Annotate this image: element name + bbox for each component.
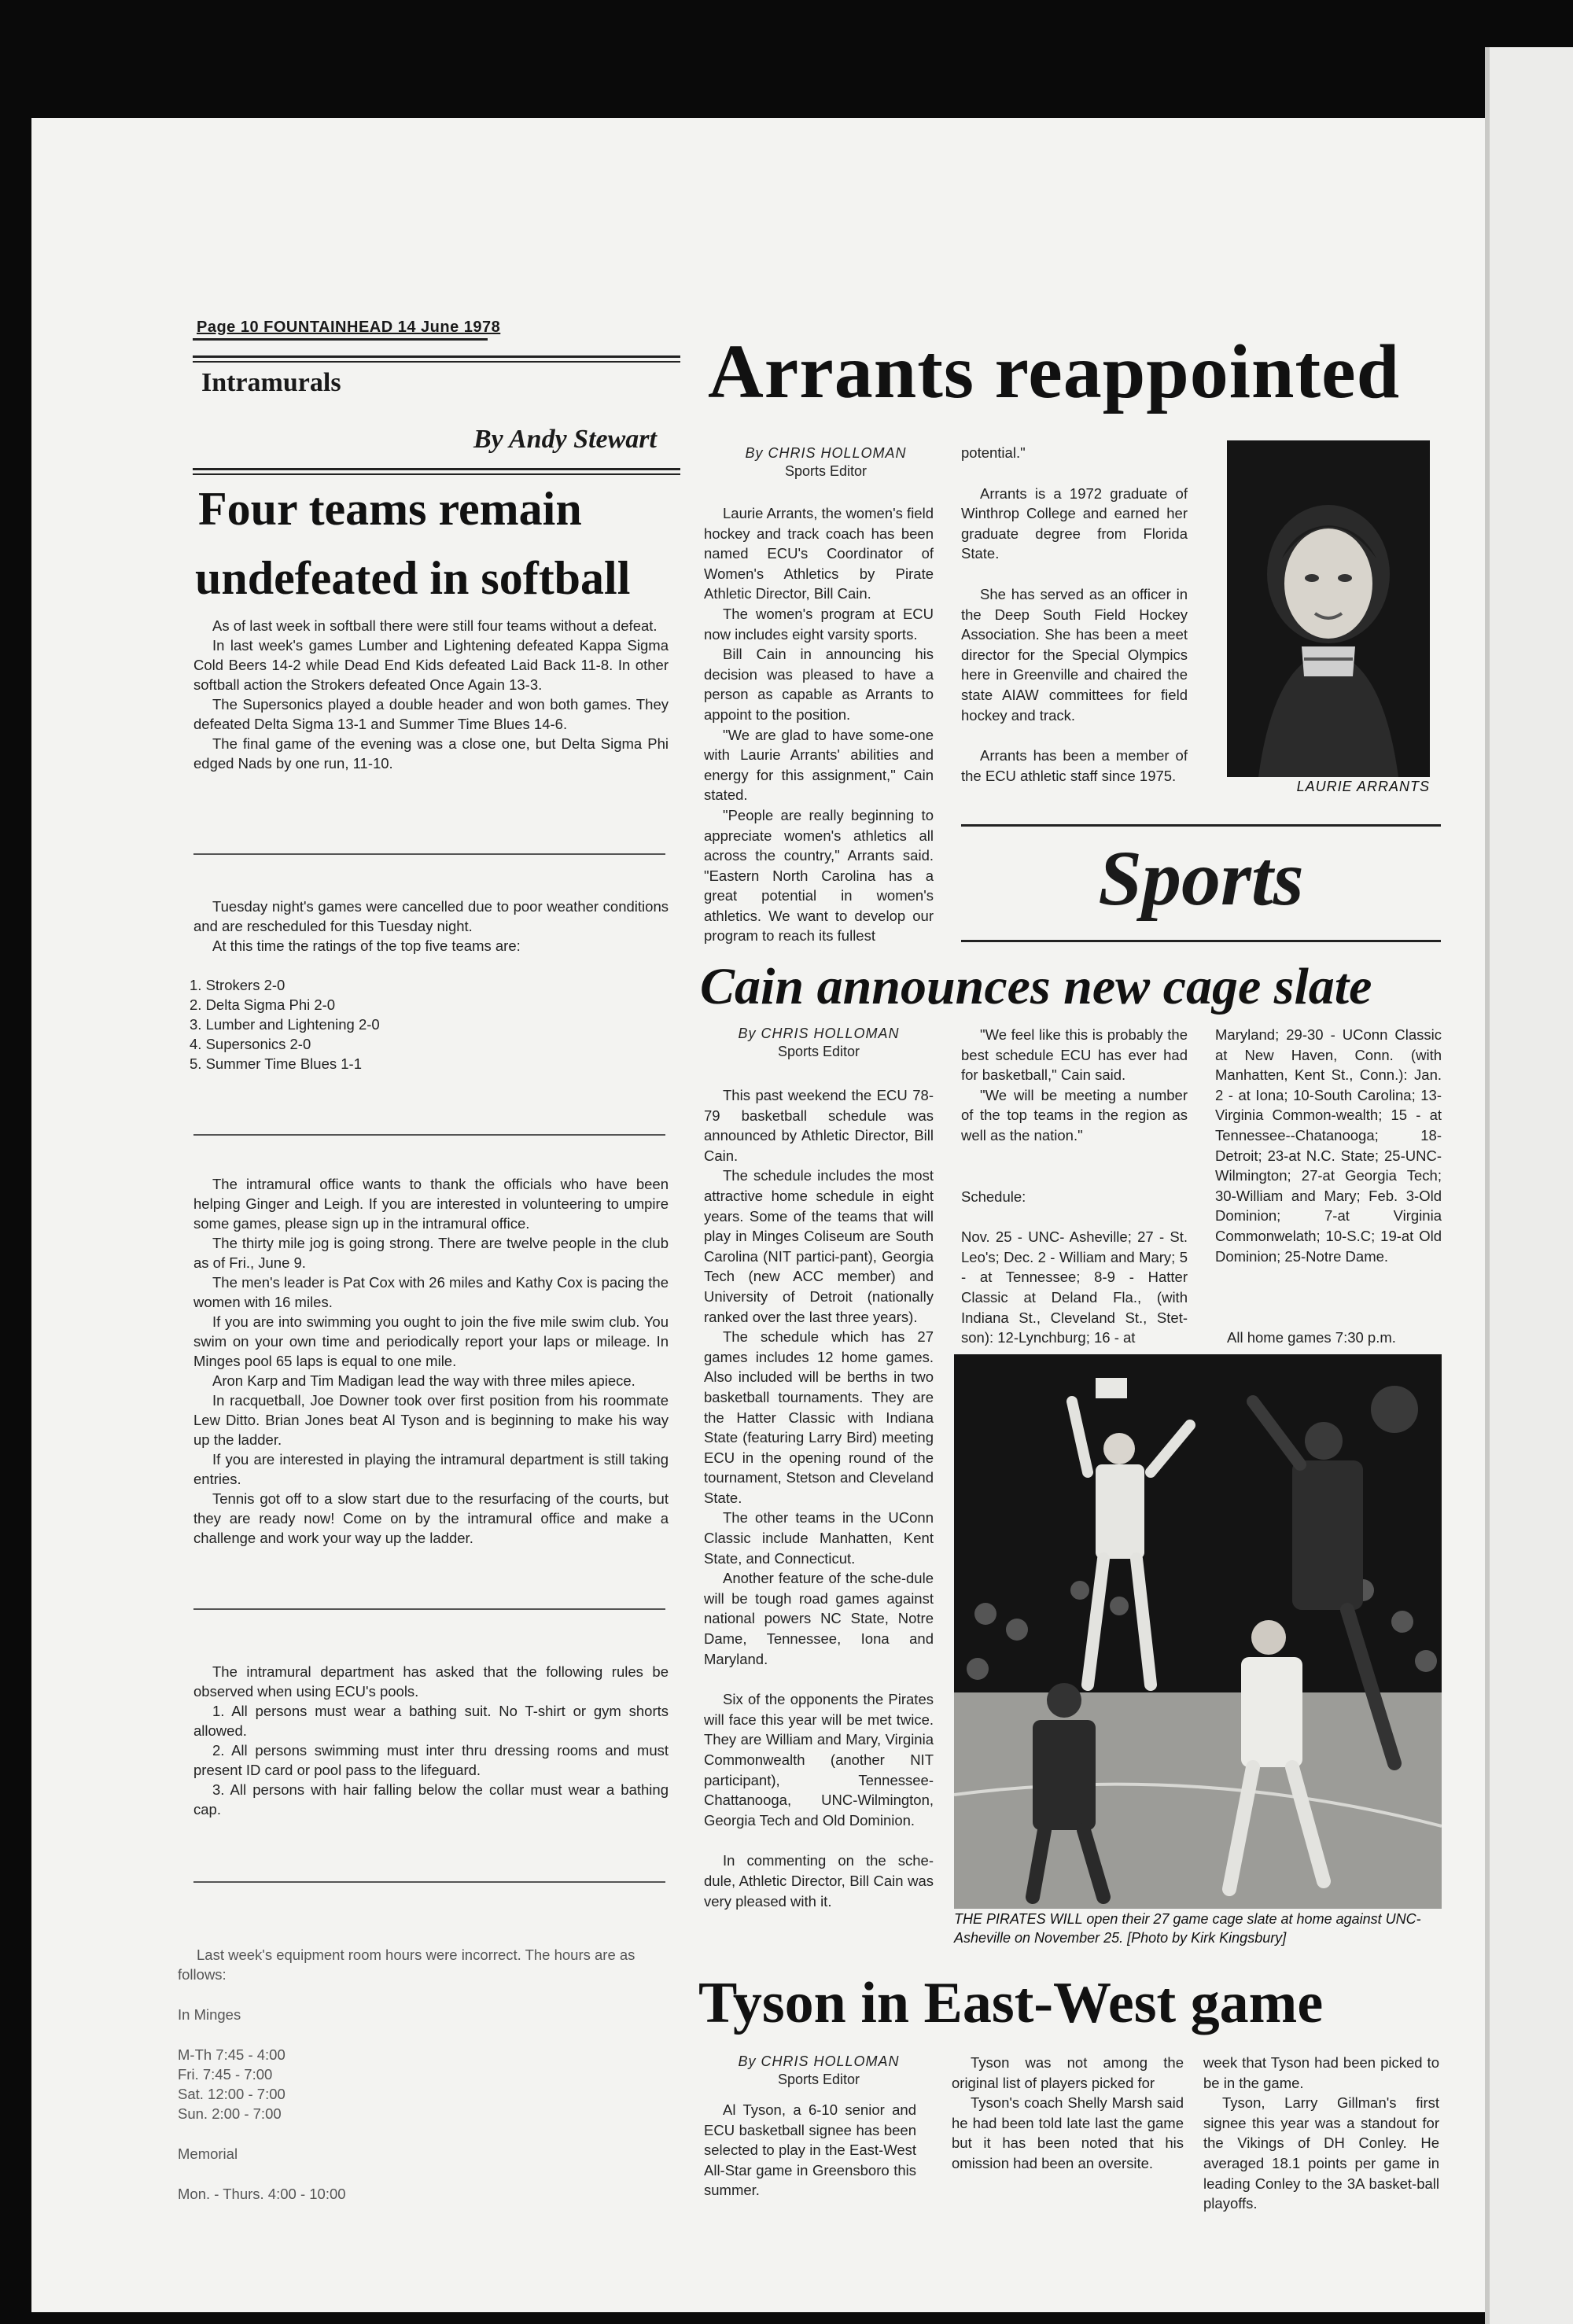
byline-name: By CHRIS HOLLOMAN — [738, 2053, 900, 2069]
office-paragraph: The thirty mile jog is going strong. There are twelve people in the club as of Fri., June 9. — [193, 1235, 669, 1271]
hours-minges-line: M-Th 7:45 - 4:00 — [178, 2046, 285, 2063]
adjacent-page-edge — [1485, 47, 1573, 2324]
hours-minges-line: Sat. 12:00 - 7:00 — [178, 2086, 285, 2102]
portrait-illustration — [1227, 440, 1430, 777]
pool-rule-paragraph: 2. All persons swimming must inter thru dressing rooms and must present ID card or pool pass to the lifeguard. — [193, 1742, 669, 1778]
section-divider — [193, 1608, 665, 1610]
cain-story-col2 — [961, 1025, 1188, 1348]
cain-paragraph: "We will be meeting a number of the top teams in the region as well as the nation." — [961, 1086, 1188, 1144]
arrants-story-col2 — [961, 443, 1188, 786]
ratings-paragraph: Tuesday night's games were cancelled due to poor weather conditions and are rescheduled for this Tuesday night. — [193, 898, 669, 934]
cain-paragraph: This past weekend the ECU 78-79 basketball schedule was announced by Athletic Director, Bill Cain. — [704, 1087, 934, 1164]
byline-title: Sports Editor — [777, 1044, 860, 1059]
cain-paragraph: "We feel like this is probably the best schedule ECU has ever had for basketball," Cain said. — [961, 1026, 1188, 1084]
pool-rule-paragraph: The intramural department has asked that the following rules be observed when using ECU's pools. — [193, 1663, 669, 1700]
softball-paragraph: The Supersonics played a double header and won both games. They defeated Delta Sigma 13-1 and Summer Time Blues 14-6. — [193, 696, 669, 732]
tyson-headline: Tyson in East-West game — [698, 1971, 1324, 2035]
tyson-paragraph: Tyson's coach Shelly Marsh said he had been told late last the game but it has been noted that his omission had been an oversite. — [952, 2094, 1184, 2171]
schedule-label: Schedule: — [961, 1188, 1026, 1205]
softball-paragraph: In last week's games Lumber and Lightening defeated Kappa Sigma Cold Beers 14-2 while Dead End Kids defeated Laid Back 11-8. In other softball action the Strokers defeated Once Again 13-3. — [193, 637, 669, 693]
equipment-hours — [178, 1945, 669, 2204]
cain-paragraph: The schedule includes the most attractive home schedule in eight years. Some of the teams that will play in Minges Coliseum are South Carolina (NIT partici-pant), Georgia Tech (new ACC member) and University of Detroit (nationally ranked over the last three years). — [704, 1167, 934, 1325]
softball-story — [193, 616, 669, 773]
intramural-office-story — [193, 1174, 669, 1548]
byline-name: By CHRIS HOLLOMAN — [738, 1026, 900, 1041]
tyson-byline — [704, 2053, 934, 2089]
tyson-story-col3 — [1203, 2053, 1439, 2214]
schedule-text: Maryland; 29-30 - UConn Classic at New Haven, Conn. (with Manhatten, Kent St., Conn.): Jan. 2 - at Iona; 10-South Carolina; 13-Virginia Common-wealth; 15 - at Tennessee--Chatanooga; 18-Detroit; 23-at N.C. State; 25-UNC-Wilmington; 27-at Georgia Tech; 30-William and Mary; Feb. 3-Old Dominion; 7-at Virginia Commonwelath; 10-S.C; 19-at Old Dominion; 25-Notre Dame. — [1215, 1026, 1442, 1265]
sports-banner-rule-bottom — [961, 940, 1441, 942]
cain-paragraph: In commenting on the sche-dule, Athletic Director, Bill Cain was very pleased with it. — [704, 1852, 934, 1910]
cain-story-col1 — [704, 1085, 934, 1911]
rating-item: 5. Summer Time Blues 1-1 — [190, 1055, 362, 1072]
office-paragraph: The intramural office wants to thank the officials who have been helping Ginger and Leigh. If you are interested in volunteering to umpire some games, please sign up in the intramural office. — [193, 1176, 669, 1232]
office-paragraph: In racquetball, Joe Downer took over first position from his roommate Lew Ditto. Brian Jones beat Al Tyson and is beginning to make his way up the ladder. — [193, 1392, 669, 1448]
softball-headline-line1: Four teams remain — [198, 483, 582, 535]
sports-banner: Sports — [1098, 834, 1304, 922]
tyson-paragraph: Al Tyson, a 6-10 senior and ECU basketball signee has been selected to play in the East-West All-Star game in Greensboro this summer. — [704, 2101, 916, 2199]
cain-paragraph: Six of the opponents the Pirates will face this year will be met twice. They are William and Mary, Virginia Commonwealth (another NIT participant), Tennessee-Chattanooga, UNC-Wilmington, Georgia Tech and Old Dominion. — [704, 1691, 934, 1829]
arrants-paragraph: "We are glad to have some-one with Laurie Arrants' abilities and energy for this assignment," Cain stated. — [704, 726, 934, 804]
basketball-illustration — [954, 1354, 1442, 1909]
intramurals-column-label: Intramurals — [201, 368, 341, 397]
intramurals-top-rule-2 — [193, 361, 680, 363]
tyson-paragraph: Tyson, Larry Gillman's first signee this year was a standout for the Vikings of DH Conley. He averaged 18.1 points per game in leading Conley to the 3A basket-ball playoffs. — [1203, 2094, 1439, 2212]
byline-title: Sports Editor — [777, 2072, 860, 2087]
arrants-paragraph: Arrants has been a member of the ECU athletic staff since 1975. — [961, 747, 1188, 784]
cain-paragraph: Another feature of the sche-dule will be tough road games against national powers NC State, Notre Dame, Tennessee, Iona and Maryland. — [704, 1570, 934, 1667]
ratings-list — [190, 975, 520, 1074]
tyson-story-col1 — [704, 2100, 916, 2201]
softball-headline-line2: undefeated in softball — [195, 552, 631, 604]
masthead: Page 10 FOUNTAINHEAD 14 June 1978 — [197, 319, 501, 336]
arrants-paragraph: potential." — [961, 444, 1026, 461]
pirates-basketball-photo — [954, 1354, 1442, 1909]
masthead-rule — [193, 338, 488, 341]
hours-minges-line: Fri. 7:45 - 7:00 — [178, 2066, 273, 2083]
home-games-note: All home games 7:30 p.m. — [1227, 1329, 1396, 1346]
rating-item: 2. Delta Sigma Phi 2-0 — [190, 996, 336, 1013]
section-divider — [193, 1134, 665, 1136]
pool-rules-story — [193, 1662, 669, 1819]
hours-minges-line: Sun. 2:00 - 7:00 — [178, 2105, 282, 2122]
arrants-photo — [1227, 440, 1430, 777]
office-paragraph: Tennis got off to a slow start due to the resurfacing of the courts, but they are ready now! Come on by the intramural office and make a challenge and work your way up the ladder. — [193, 1490, 669, 1546]
office-paragraph: If you are into swimming you ought to join the five mile swim club. You swim on your own time and periodically report your laps or mileage. In Minges pool 65 laps is equal to one mile. — [193, 1313, 669, 1369]
byline-title: Sports Editor — [784, 463, 868, 479]
softball-paragraph: As of last week in softball there were still four teams without a defeat. — [212, 617, 658, 634]
ratings-story — [193, 897, 669, 956]
byline-name: By CHRIS HOLLOMAN — [745, 445, 907, 461]
section-divider — [193, 1881, 665, 1883]
arrants-story-col1 — [704, 503, 934, 946]
arrants-photo-caption: LAURIE ARRANTS — [1296, 779, 1430, 794]
tyson-paragraph: Tyson was not among the original list of players picked for — [952, 2054, 1184, 2091]
hours-minges-label: In Minges — [178, 2006, 241, 2023]
rating-item: 3. Lumber and Lightening 2-0 — [190, 1016, 380, 1033]
rating-item: 4. Supersonics 2-0 — [190, 1036, 311, 1052]
arrants-paragraph: She has served as an officer in the Deep South Field Hockey Association. She has been a meet director for the Special Olympics here in Greenville and chaired the state AIAW committees for field hockey and track. — [961, 585, 1188, 724]
tyson-paragraph: week that Tyson had been picked to be in the game. — [1203, 2054, 1439, 2091]
arrants-paragraph: "People are really beginning to appreciate women's athletics all across the country," Arrants said. "Eastern North Carolina has a great potential in women's athletics. We want to develop our program to reach its fullest — [704, 806, 934, 945]
rating-item: 1. Strokers 2-0 — [190, 977, 285, 993]
arrants-byline — [708, 444, 944, 481]
office-paragraph: The men's leader is Pat Cox with 26 miles and Kathy Cox is pacing the women with 16 miles. — [193, 1274, 669, 1310]
arrants-paragraph: Arrants is a 1972 graduate of Winthrop College and earned her graduate degree from Florida State. — [961, 484, 1188, 562]
pirates-photo-caption: THE PIRATES WILL open their 27 game cage slate at home against UNC-Asheville on November 25. [Photo by Kirk Kingsbury] — [954, 1911, 1421, 1946]
pool-rule-paragraph: 1. All persons must wear a bathing suit. No T-shirt or gym shorts allowed. — [193, 1703, 669, 1739]
cain-paragraph: The schedule which has 27 games includes 12 home games. Also included will be berths in two basketball tournaments. They are the Hatter Classic with Indiana State (featuring Larry Bird) meeting ECU in the opening round of the tournament, Stetson and Cleveland State. — [704, 1328, 934, 1506]
cain-story-col3 — [1215, 1025, 1442, 1266]
arrants-paragraph: Laurie Arrants, the women's field hockey and track coach has been named ECU's Coordinator of Women's Athletics by Pirate Athletic Director, Bill Cain. — [704, 505, 934, 602]
intramurals-byline-rule — [193, 468, 680, 470]
arrants-paragraph: Bill Cain in announcing his decision was pleased to have a person as capable as Arrants to appoint to the position. — [704, 646, 934, 723]
hours-memorial-label: Memorial — [178, 2145, 238, 2162]
arrants-headline: Arrants reappointed — [708, 330, 1401, 414]
hours-memorial-line: Mon. - Thurs. 4:00 - 10:00 — [178, 2186, 346, 2202]
intramurals-top-rule — [193, 355, 680, 358]
cain-headline: Cain announces new cage slate — [700, 958, 1372, 1015]
section-divider — [193, 853, 665, 855]
softball-paragraph: The final game of the evening was a close one, but Delta Sigma Phi edged Nads by one run, 11-10. — [193, 735, 669, 772]
pool-rule-paragraph: 3. All persons with hair falling below the collar must wear a bathing cap. — [193, 1781, 669, 1818]
cain-byline — [704, 1025, 934, 1061]
schedule-text: Nov. 25 - UNC- Asheville; 27 - St. Leo's; Dec. 2 - William and Mary; 5 - at Tennessee; 8-9 - Hatter Classic at Deland Fla., (with Indiana St., Cleveland St., Stet-son): 12-Lynchburg; 16 - at — [961, 1228, 1188, 1346]
office-paragraph: Aron Karp and Tim Madigan lead the way with three miles apiece. — [212, 1372, 635, 1389]
tyson-story-col2 — [952, 2053, 1184, 2174]
arrants-paragraph: The women's program at ECU now includes eight varsity sports. — [704, 605, 934, 643]
cain-paragraph: The other teams in the UConn Classic include Manhatten, Kent State, and Connecticut. — [704, 1509, 934, 1567]
sports-banner-rule-top — [961, 824, 1441, 827]
hours-intro: Last week's equipment room hours were incorrect. The hours are as follows: — [178, 1946, 635, 1983]
ratings-paragraph: At this time the ratings of the top five teams are: — [212, 937, 521, 954]
intramurals-byline: By Andy Stewart — [473, 425, 657, 454]
office-paragraph: If you are interested in playing the intramural department is still taking entries. — [193, 1451, 669, 1487]
intramurals-byline-rule-2 — [193, 473, 680, 475]
